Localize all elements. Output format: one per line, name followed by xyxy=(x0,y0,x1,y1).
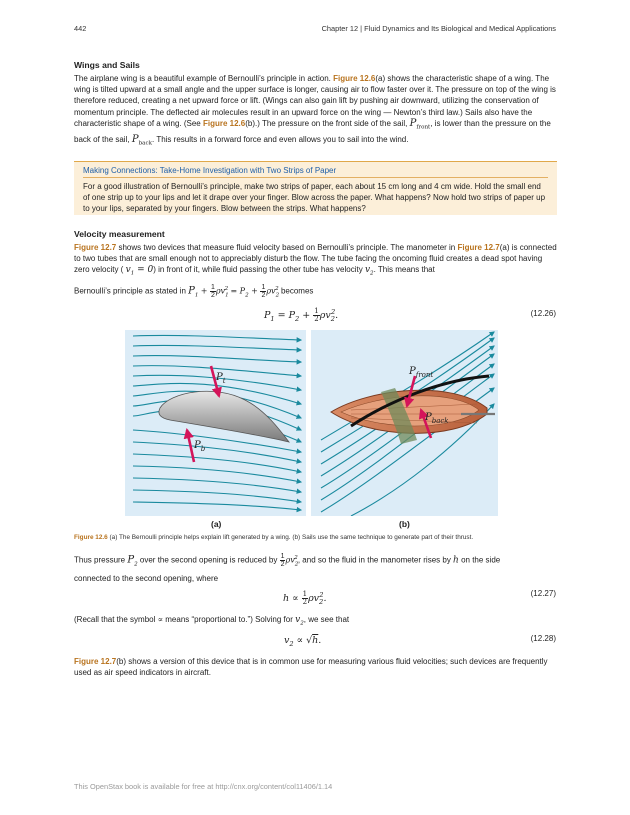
equation-number-12-27: (12.27) xyxy=(530,589,556,598)
pressure-paragraph-cont: connected to the second opening, where xyxy=(74,574,219,583)
pressure-paragraph: Thus pressure $P_2$ over the second opening is reduced by $\frac{1}{2}$ $\rho v_2^2$, and so the fluid in the manometer rises by h on the side xyxy=(74,553,501,569)
equation-12-28: $v_2 \propto √h$. xyxy=(284,635,322,648)
figure-link-12-7b[interactable]: Figure 12.7 xyxy=(74,657,117,666)
velocity-paragraph: Figure 12.7 shows two devices that measure fluid velocity based on Bernoulli’s principle. The manometer in Figure 12.7(a) is connected to two tubes that are small enough not to appreciably disturb the flow. The tube facing the oncoming fluid creates a dead spot having zero velocity ( $v_1 = 0$) in front of it, while fluid passing the other tube has velocity $v_2$. This means that xyxy=(74,243,557,277)
svg-text:Pback: $P_{back}$ xyxy=(425,412,449,425)
aircraft-paragraph: Figure 12.7(b) shows a version of this device that is in common use for measuring various fluid velocities; such devices are frequently used as air speed indicators in aircraft. xyxy=(74,657,548,678)
equation-12-27: h ∝ $\frac{1}{2}$ $\rho v_2^2$. xyxy=(283,590,327,607)
figure-12-6 xyxy=(125,330,498,516)
figure-link-12-6[interactable]: Figure 12.6 xyxy=(333,74,376,83)
figure-link-12-7a[interactable]: Figure 12.7 xyxy=(457,243,500,252)
figure-caption: Figure 12.6 (a) The Bernoulli principle helps explain lift generated by a wing. (b) Sails use the same technique to generate part of their thrust. xyxy=(74,534,474,541)
figure-link-12-6b[interactable]: Figure 12.6 xyxy=(202,118,246,128)
footer-notice: This OpenStax book is available for free at http://cnx.org/content/col11406/1.14 xyxy=(74,782,333,791)
section-heading-velocity: Velocity measurement xyxy=(74,229,165,239)
section-heading-wings: Wings and Sails xyxy=(74,60,140,70)
panel-b-sailboat xyxy=(311,330,498,516)
bernoulli-line: Bernoulli’s principle as stated in $P_1$ + $\frac{1}{2}$ $\rho v_1^2 = P_2$ + $\frac{1}{2}$ $\rho v_2^2$ becomes xyxy=(74,284,314,300)
equation-number-12-28: (12.28) xyxy=(530,634,556,643)
callout-title: Making Connections: Take-Home Investigation with Two Strips of Paper xyxy=(83,166,337,175)
callout-divider xyxy=(83,177,548,178)
wings-paragraph: The airplane wing is a beautiful example of Bernoulli’s principle in action. Figure 12.6(a) shows the characteristic shape of a wing. The wing is tilted upward at a small angle and the upper surface is longer, causing air to flow faster over it. The pressure on top of the wing is therefore reduced, creating a net upward force or lift. (Wings can also gain lift by pushing air downward, utilizing the conservation of momentum principle. The deflected air molecules result in an upward force on the wing — Newton’s third law.) Sails also have the characteristic shape of a wing. (See Figure 12.6(b).) The pressure on the front side of the sail, $P_{front}$, is lower than the pressure on the back of the sail, $P_{back}$. This results in a forward force and even allows you to sail into the wind. xyxy=(74,74,556,147)
figure-link-12-7[interactable]: Figure 12.7 xyxy=(74,243,117,252)
making-connections-box xyxy=(74,161,557,215)
page-number: 442 xyxy=(74,24,87,33)
equation-12-26: $P_1 = P_2$ + $\frac{1}{2}$ $\rho v_2^2$. xyxy=(264,307,339,324)
recall-paragraph: (Recall that the symbol ∝ means “proportional to.”) Solving for $v_2$, we see that xyxy=(74,615,350,627)
svg-text:Pb: $P_b$ xyxy=(194,440,206,453)
equation-number-12-26: (12.26) xyxy=(530,309,556,318)
chapter-header: Chapter 12 | Fluid Dynamics and Its Biological and Medical Applications xyxy=(321,24,556,33)
figure-label-a: (a) xyxy=(211,519,222,529)
callout-body: For a good illustration of Bernoulli’s principle, make two strips of paper, each about 15 cm long and 4 cm wide. Hold the small end of one strip up to your lips and let it drape over your finger. Blow across the paper. What happens? Now hold two strips of paper up to your lips, separated by your fingers. Blow between the strips. What happens? xyxy=(83,182,546,213)
figure-label-b: (b) xyxy=(399,519,410,529)
svg-text:Pt: $P_t$ xyxy=(216,372,226,385)
svg-text:Pfront: $P_{front}$ xyxy=(409,366,434,379)
panel-a-wing xyxy=(125,330,306,516)
